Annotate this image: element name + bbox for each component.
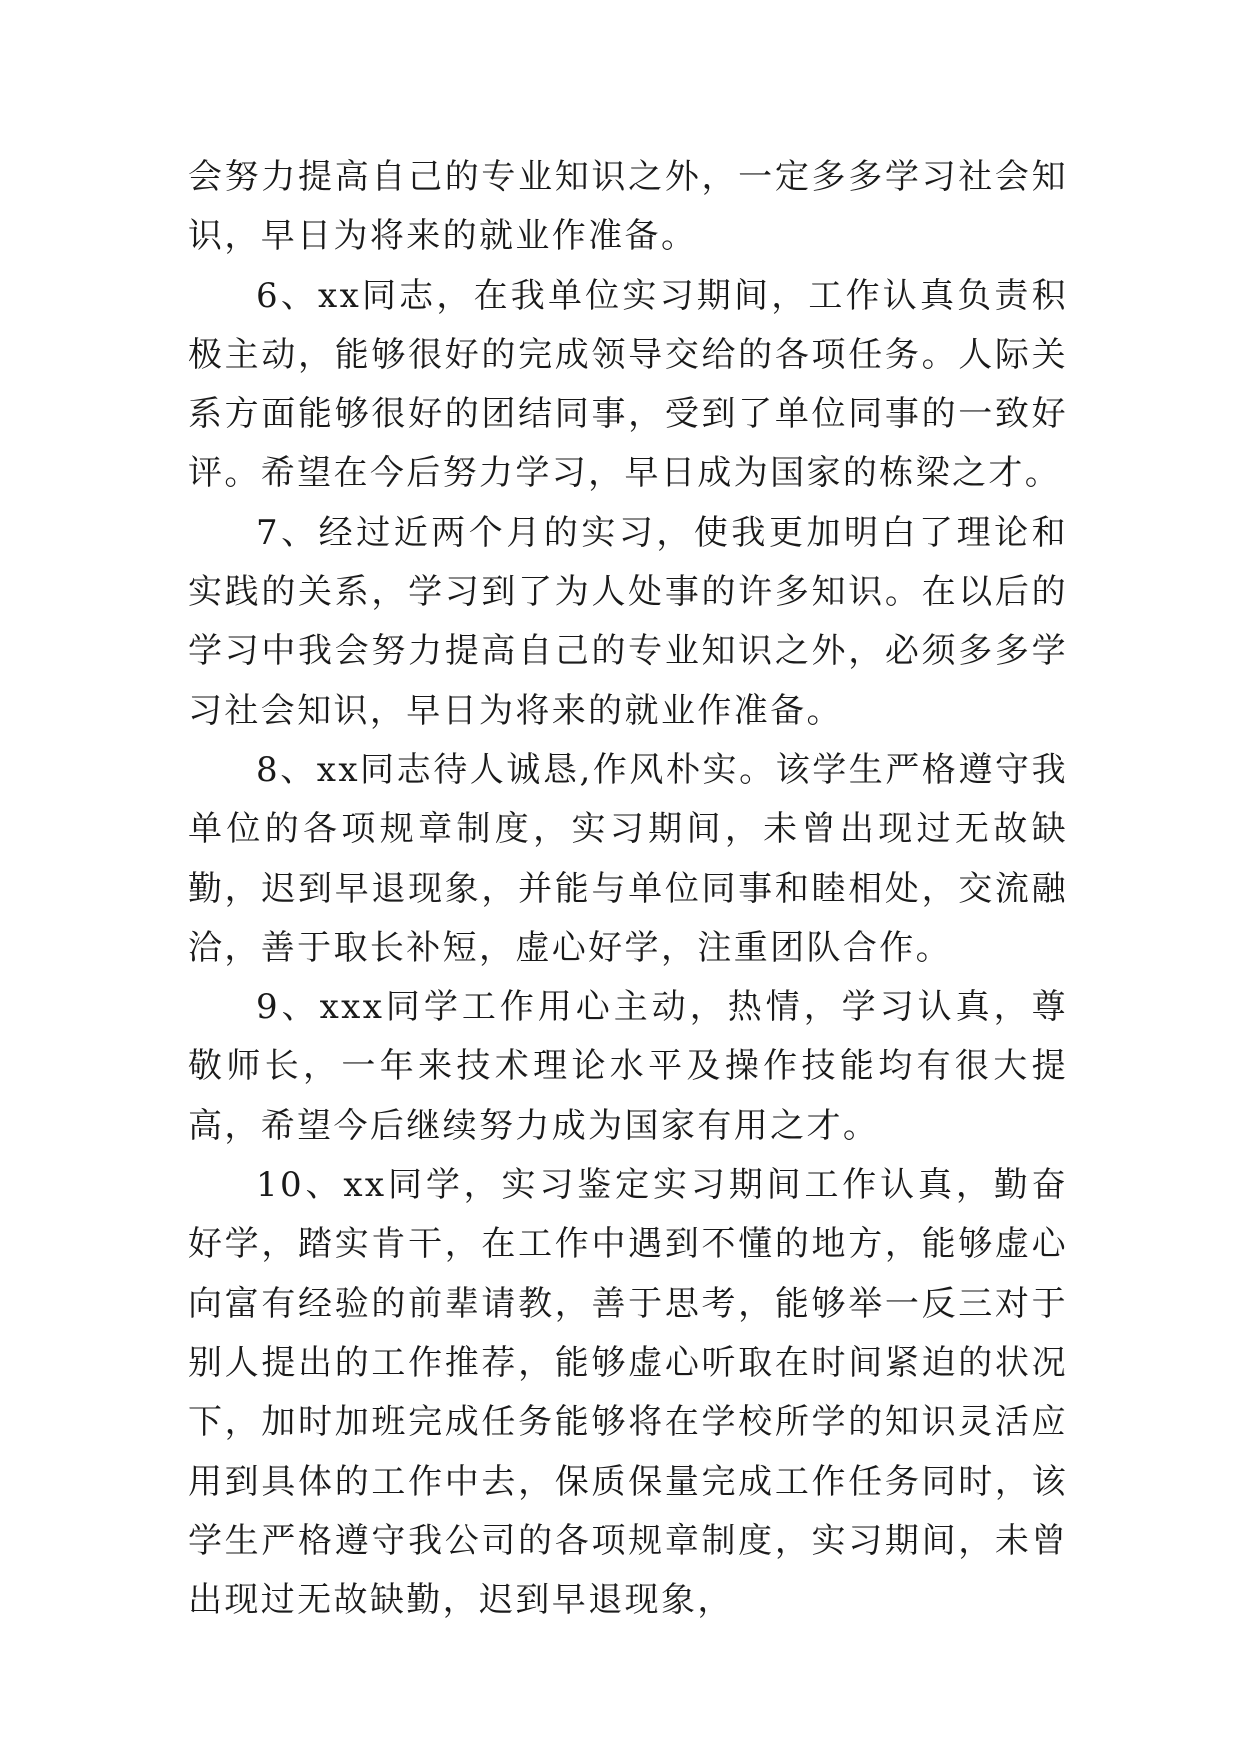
paragraph-item-9: 9、xxx同学工作用心主动，热情，学习认真，尊敬师长，一年来技术理论水平及操作技能均有很大提高，希望今后继续努力成为国家有用之才。: [188, 987, 1068, 1146]
paragraph-continuation: 会努力提高自己的专业知识之外，一定多多学习社会知识，早日为将来的就业作准备。: [188, 157, 1068, 257]
document-body: [188, 148, 1068, 1630]
paragraph-item-6: 6、xx同志，在我单位实习期间，工作认真负责积极主动，能够很好的完成领导交给的各项任务。人际关系方面能够很好的团结同事，受到了单位同事的一致好评。希望在今后努力学习，早日成为国家的栋梁之才。: [188, 275, 1068, 494]
paragraph-item-10: 10、xx同学，实习鉴定实习期间工作认真，勤奋好学，踏实肯干，在工作中遇到不懂的地方，能够虚心向富有经验的前辈请教，善于思考，能够举一反三对于别人提出的工作推荐，能够虚心听取在时间紧迫的状况下，加时加班完成任务能够将在学校所学的知识灵活应用到具体的工作中去，保质保量完成工作任务同时，该学生严格遵守我公司的各项规章制度，实习期间，未曾出现过无故缺勤，迟到早退现象，: [188, 1165, 1068, 1621]
paragraph-item-7: 7、经过近两个月的实习，使我更加明白了理论和实践的关系，学习到了为人处事的许多知识。在以后的学习中我会努力提高自己的专业知识之外，必须多多学习社会知识，早日为将来的就业作准备。: [188, 512, 1068, 731]
paragraph-item-8: 8、xx同志待人诚恳,作风朴实。该学生严格遵守我单位的各项规章制度，实习期间，未曾出现过无故缺勤，迟到早退现象，并能与单位同事和睦相处，交流融洽，善于取长补短，虚心好学，注重团队合作。: [188, 749, 1068, 968]
